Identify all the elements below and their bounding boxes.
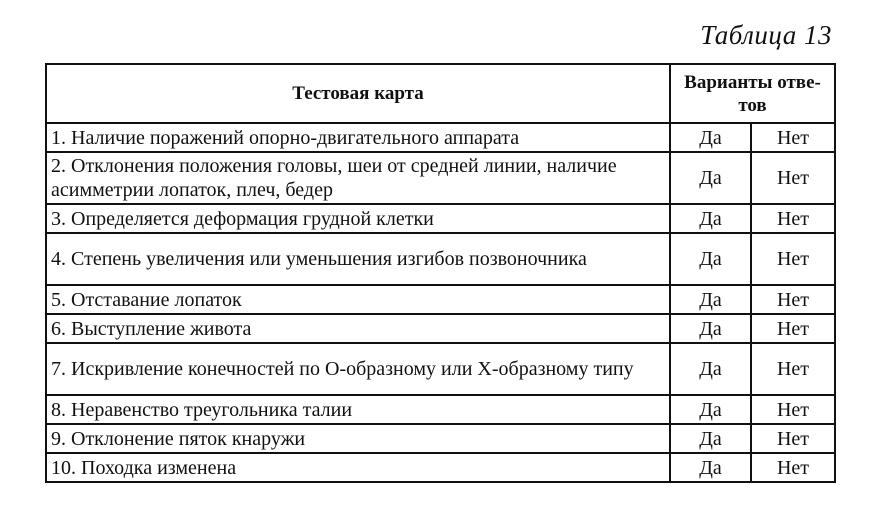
table-header-row [46,64,835,123]
answer-yes-cell: Да [670,204,751,233]
table-row [46,343,835,395]
answer-yes-cell: Да [670,152,751,204]
answer-yes-cell: Да [670,314,751,343]
question-cell: 7. Искривление конечностей по О-образному или Х-образному типу [46,343,670,395]
table-row [46,285,835,314]
question-cell: 2. Отклонения положения головы, шеи от средней линии, наличие асимметрии лопаток, плеч, бедер [46,152,670,204]
table-row [46,204,835,233]
answer-yes-cell: Да [670,453,751,482]
table-row [46,233,835,285]
question-cell: 9. Отклонение пяток кнаружи [46,424,670,453]
question-cell: 1. Наличие поражений опорно-двигательного аппарата [46,123,670,152]
table-row [46,395,835,424]
answer-yes-cell: Да [670,395,751,424]
answer-no-cell: Нет [751,395,835,424]
question-cell: 5. Отставание лопаток [46,285,670,314]
answer-no-cell: Нет [751,152,835,204]
answer-yes-cell: Да [670,233,751,285]
answer-yes-cell: Да [670,343,751,395]
question-cell: 10. Походка изменена [46,453,670,482]
table-caption: Таблица 13 [700,20,832,50]
question-cell: 3. Определяется деформация грудной клетки [46,204,670,233]
question-cell: 4. Степень увеличения или уменьшения изгибов позвоночника [46,233,670,285]
answer-no-cell: Нет [751,233,835,285]
answer-yes-cell: Да [670,424,751,453]
question-cell: 8. Неравенство треугольника талии [46,395,670,424]
answer-no-cell: Нет [751,343,835,395]
answer-no-cell: Нет [751,314,835,343]
table-row [46,453,835,482]
answer-no-cell: Нет [751,285,835,314]
table-row [46,123,835,152]
table-row [46,424,835,453]
answer-options-header: Варианты отве-тов [670,64,835,123]
answer-no-cell: Нет [751,424,835,453]
test-card-table [45,63,836,483]
answer-yes-cell: Да [670,285,751,314]
test-card-header: Тестовая карта [46,64,670,123]
table-row [46,152,835,204]
answer-no-cell: Нет [751,453,835,482]
question-cell: 6. Выступление живота [46,314,670,343]
answer-no-cell: Нет [751,123,835,152]
answer-yes-cell: Да [670,123,751,152]
answer-no-cell: Нет [751,204,835,233]
table-row [46,314,835,343]
